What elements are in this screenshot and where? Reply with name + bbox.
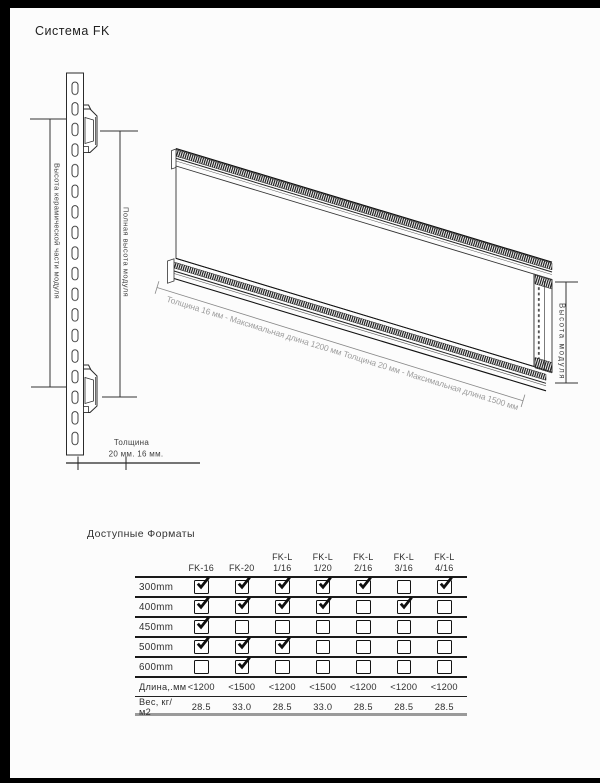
checkbox-unchecked	[235, 620, 250, 635]
checkbox-checked	[316, 600, 331, 615]
checkbox-unchecked	[316, 620, 331, 635]
check-icon	[195, 576, 210, 591]
checkbox-checked	[275, 580, 290, 595]
check-icon	[357, 576, 372, 591]
checkbox-unchecked	[316, 640, 331, 655]
column-header-line: FK-L	[272, 552, 293, 562]
column-header-line: FK-L	[353, 552, 374, 562]
info-value: 33.0	[232, 702, 252, 712]
column-header	[384, 552, 425, 574]
check-icon	[317, 576, 332, 591]
column-header	[262, 552, 303, 574]
column-header-line: 1/20	[313, 562, 332, 573]
format-row	[135, 578, 467, 598]
checkbox-checked	[194, 620, 209, 635]
checkbox-unchecked	[397, 580, 412, 595]
checkbox-checked	[235, 640, 250, 655]
thickness-title: Толщина	[113, 438, 150, 447]
checkbox-cell	[222, 640, 263, 655]
checkbox-unchecked	[275, 620, 290, 635]
checkbox-cell	[303, 620, 344, 635]
check-icon	[195, 596, 210, 611]
checkbox-cell	[424, 600, 465, 615]
checkbox-unchecked	[275, 660, 290, 675]
ceramic-height-label: Высота керамической части модуля	[52, 163, 62, 299]
checkbox-checked	[194, 640, 209, 655]
rail-profile-drawing	[67, 73, 98, 455]
column-header-line: FK-16	[188, 562, 214, 573]
checkbox-cell	[343, 640, 384, 655]
formats-section-title: Доступные Форматы	[87, 528, 195, 540]
column-header-line: 4/16	[435, 562, 454, 573]
info-value: 28.5	[353, 702, 373, 712]
rail-slots	[72, 79, 79, 450]
info-value: <1500	[228, 682, 256, 692]
max-length-note: Толщина 16 мм - Максимальная длина 1200 мм Толщина 20 мм - Максимальная длина 1500 мм	[165, 293, 520, 413]
panel-face	[176, 166, 534, 367]
info-value: 28.5	[272, 702, 292, 712]
checkbox-cell	[384, 660, 425, 675]
checkbox-unchecked	[437, 600, 452, 615]
column-header-line: FK-L	[312, 552, 333, 562]
checkbox-checked	[275, 640, 290, 655]
checkbox-cell	[343, 620, 384, 635]
info-value: <1200	[349, 682, 377, 692]
checkbox-cell	[424, 620, 465, 635]
check-icon	[195, 616, 210, 631]
panel-top-left-cap	[172, 149, 177, 169]
checkbox-cell	[384, 580, 425, 595]
checkbox-unchecked	[194, 660, 209, 675]
checkbox-cell	[384, 600, 425, 615]
checkbox-cell	[222, 600, 263, 615]
column-header-line: FK-L	[393, 552, 414, 562]
height-label: 300mm	[139, 581, 174, 593]
checkbox-cell	[303, 640, 344, 655]
formats-table	[135, 552, 467, 716]
checkbox-unchecked	[356, 600, 371, 615]
checkbox-unchecked	[356, 640, 371, 655]
check-icon	[276, 596, 291, 611]
height-label: 400mm	[139, 601, 174, 613]
column-header-line: FK-20	[228, 562, 255, 573]
info-row-label: Длина,.мм	[139, 682, 187, 692]
checkbox-cell	[262, 660, 303, 675]
checkbox-cell	[384, 620, 425, 635]
page-title: Система FK	[35, 24, 110, 38]
weight-row	[135, 697, 467, 716]
checkbox-checked	[275, 600, 290, 615]
check-icon	[236, 656, 251, 671]
height-label: 450mm	[139, 621, 174, 633]
checkbox-cell	[181, 640, 222, 655]
checkbox-cell	[303, 580, 344, 595]
checkbox-cell	[181, 620, 222, 635]
info-row-label: Вес, кг/м2	[139, 697, 173, 717]
checkbox-cell	[262, 600, 303, 615]
format-row	[135, 638, 467, 658]
checkbox-cell	[303, 600, 344, 615]
format-row	[135, 658, 467, 678]
check-icon	[276, 576, 291, 591]
checkbox-cell	[262, 620, 303, 635]
column-header-line: 1/16	[273, 562, 292, 573]
checkbox-checked	[194, 600, 209, 615]
column-header	[222, 563, 263, 574]
checkbox-checked	[397, 600, 412, 615]
checkbox-checked	[235, 660, 250, 675]
checkbox-unchecked	[356, 620, 371, 635]
clip-bottom	[84, 365, 98, 413]
height-label: 500mm	[139, 641, 174, 653]
checkbox-cell	[343, 660, 384, 675]
checkbox-cell	[343, 600, 384, 615]
checkbox-cell	[424, 660, 465, 675]
format-row	[135, 598, 467, 618]
thickness-dimension	[66, 457, 200, 471]
checkbox-cell	[181, 660, 222, 675]
checkbox-cell	[222, 660, 263, 675]
module-height-label: Высота модуля	[557, 303, 567, 379]
checkbox-cell	[181, 580, 222, 595]
column-header	[343, 552, 384, 574]
column-header	[424, 552, 465, 574]
clip-top	[84, 105, 98, 153]
check-icon	[276, 636, 291, 651]
check-icon	[236, 596, 251, 611]
checkbox-cell	[262, 580, 303, 595]
column-header	[181, 563, 222, 574]
checkbox-unchecked	[397, 660, 412, 675]
checkbox-cell	[303, 660, 344, 675]
info-value: <1200	[390, 682, 418, 692]
panel-end-perforations	[537, 287, 540, 359]
check-icon	[236, 636, 251, 651]
column-header-line: 2/16	[354, 562, 373, 573]
panel-bottom-left-cap	[168, 259, 175, 283]
checkbox-unchecked	[316, 660, 331, 675]
checkbox-cell	[424, 580, 465, 595]
checkbox-checked	[235, 580, 250, 595]
column-header-line: FK-L	[434, 552, 455, 562]
format-row	[135, 618, 467, 638]
full-height-label: Полная высота модуля	[121, 207, 131, 297]
checkbox-cell	[222, 620, 263, 635]
column-header-line: 3/16	[394, 562, 413, 573]
checkbox-checked	[437, 580, 452, 595]
checkbox-unchecked	[356, 660, 371, 675]
info-value: 28.5	[434, 702, 454, 712]
info-value: 28.5	[394, 702, 414, 712]
check-icon	[398, 596, 413, 611]
checkbox-unchecked	[437, 640, 452, 655]
checkbox-unchecked	[397, 620, 412, 635]
checkbox-cell	[222, 580, 263, 595]
check-icon	[195, 636, 210, 651]
checkbox-checked	[356, 580, 371, 595]
checkbox-cell	[181, 600, 222, 615]
checkbox-checked	[316, 580, 331, 595]
full-height-dimension	[100, 131, 138, 397]
checkbox-cell	[424, 640, 465, 655]
checkbox-checked	[235, 600, 250, 615]
checkbox-cell	[384, 640, 425, 655]
column-header	[303, 552, 344, 574]
info-value: <1500	[309, 682, 337, 692]
check-icon	[438, 576, 453, 591]
thickness-values: 20 мм. 16 мм.	[108, 449, 164, 459]
checkbox-checked	[194, 580, 209, 595]
formats-header-row	[135, 552, 467, 578]
info-value: 33.0	[313, 702, 333, 712]
checkbox-cell	[343, 580, 384, 595]
checkbox-unchecked	[437, 660, 452, 675]
checkbox-cell	[262, 640, 303, 655]
checkbox-unchecked	[437, 620, 452, 635]
info-value: 28.5	[191, 702, 211, 712]
check-icon	[236, 576, 251, 591]
info-value: <1200	[187, 682, 215, 692]
checkbox-unchecked	[397, 640, 412, 655]
info-value: <1200	[430, 682, 458, 692]
height-label: 600mm	[139, 661, 174, 673]
check-icon	[317, 596, 332, 611]
length-row	[135, 678, 467, 697]
info-value: <1200	[268, 682, 296, 692]
